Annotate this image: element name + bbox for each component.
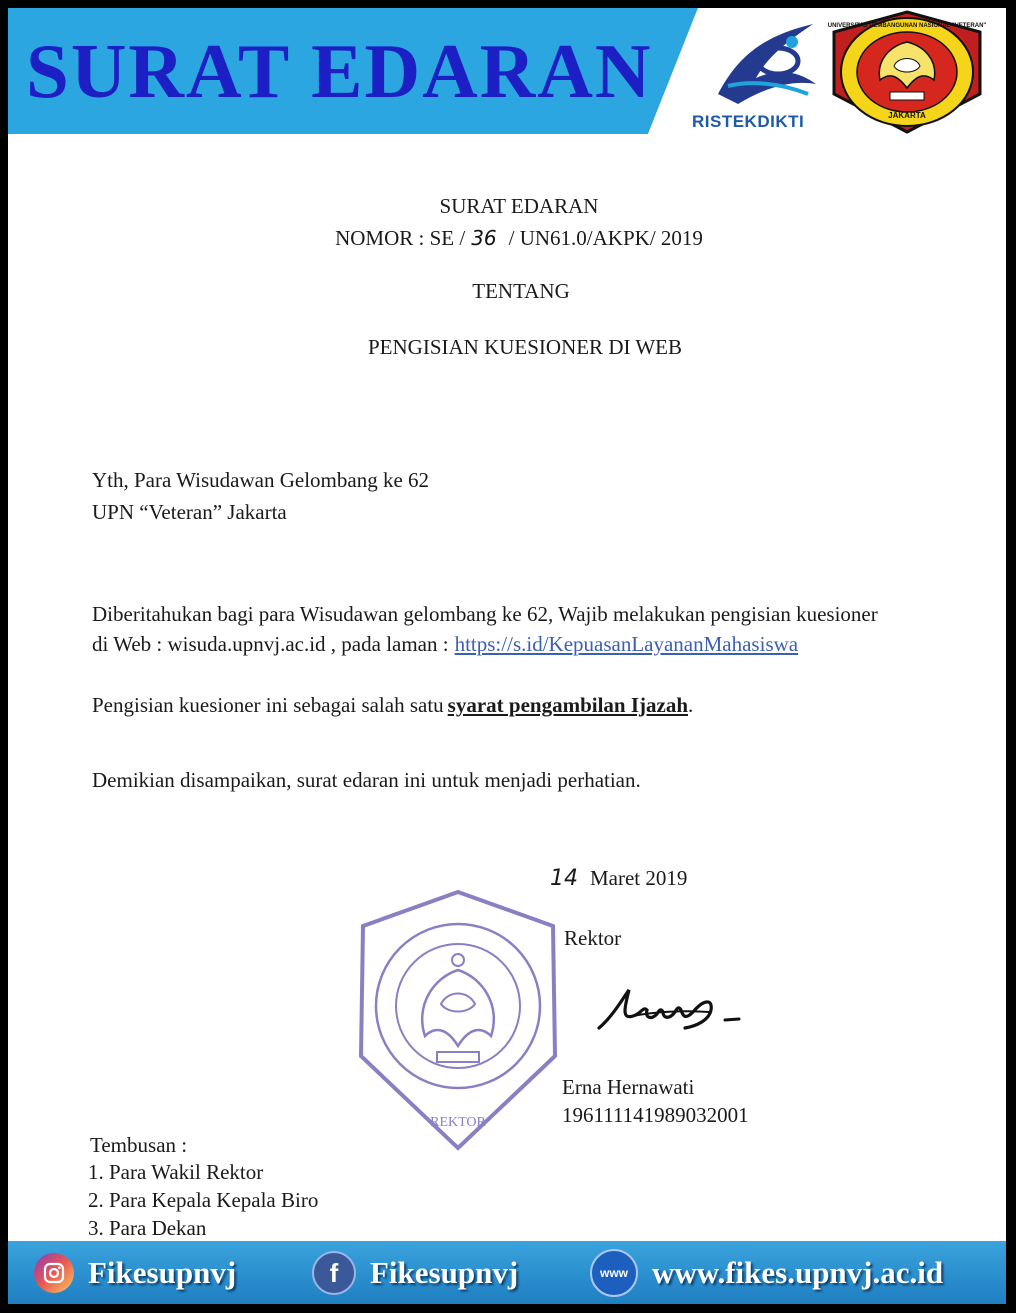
- official-stamp-icon: [353, 886, 563, 1156]
- letter-body: [8, 8, 1006, 1304]
- body-line-2: [92, 632, 798, 657]
- cc-item: 3. Para Dekan: [88, 1216, 207, 1240]
- requirement-suffix: .: [688, 693, 694, 717]
- recipient-line-1: Yth, Para Wisudawan Gelombang ke 62: [92, 468, 430, 492]
- facebook-handle: Fikesupnvj: [370, 1254, 519, 1290]
- cc-item: 2. Para Kepala Kepala Biro: [88, 1188, 319, 1212]
- instagram-link[interactable]: [34, 1241, 236, 1304]
- facebook-link[interactable]: [312, 1241, 518, 1304]
- globe-icon: [590, 1249, 638, 1297]
- document-frame: [8, 8, 1006, 1304]
- survey-link[interactable]: https://s.id/KepuasanLayananMahasiswa: [454, 632, 799, 656]
- signer-title: Rektor: [564, 926, 622, 950]
- signer-name: Erna Hernawati: [562, 1075, 695, 1099]
- svg-text:UNIVERSITAS PEMBANGUNAN NASION: UNIVERSITAS PEMBANGUNAN NASIONAL "VETERAN": [828, 23, 986, 29]
- letter-about: TENTANG: [472, 279, 570, 303]
- signer-nip: 196111141989032001: [562, 1103, 749, 1127]
- www-badge: www: [599, 1265, 628, 1280]
- facebook-icon: [312, 1251, 356, 1295]
- requirement-prefix: Pengisian kuesioner ini sebagai salah satu: [92, 693, 444, 717]
- facebook-badge: f: [329, 1257, 339, 1288]
- letter-subject: PENGISIAN KUESIONER DI WEB: [367, 335, 682, 359]
- banner-title: SURAT EDARAN: [26, 28, 653, 114]
- letter-date-handwritten: 14: [550, 866, 578, 891]
- website-url: www.fikes.upnvj.ac.id: [652, 1254, 944, 1290]
- letter-number-handwritten: 36: [471, 226, 497, 250]
- ristekdikti-label: RISTEKDIKTI: [692, 112, 805, 131]
- closing-paragraph: Demikian disampaikan, surat edaran ini untuk menjadi perhatian.: [92, 768, 641, 792]
- footer-bar: [8, 1241, 1006, 1304]
- body-line-1: Diberitahukan bagi para Wisudawan gelombang ke 62, Wajib melakukan pengisian kuesioner: [92, 602, 878, 626]
- requirement-paragraph: [92, 693, 693, 718]
- requirement-emphasis: syarat pengambilan Ijazah: [447, 693, 689, 717]
- stamp-label: REKTOR: [430, 1115, 486, 1130]
- letter-date-rest: Maret 2019: [590, 866, 688, 890]
- signature-icon: [593, 976, 753, 1046]
- instagram-handle: Fikesupnvj: [88, 1254, 237, 1290]
- instagram-icon: [34, 1253, 74, 1293]
- body-line-2-prefix: di Web : wisuda.upnvj.ac.id , pada laman :: [92, 632, 449, 656]
- letter-heading: SURAT EDARAN: [439, 194, 599, 218]
- letter-number-suffix: / UN61.0/AKPK/ 2019: [508, 226, 703, 250]
- letter-date: [550, 866, 687, 891]
- letter-number-prefix: NOMOR : SE /: [335, 226, 466, 250]
- svg-text:JAKARTA: JAKARTA: [888, 111, 926, 120]
- cc-title: Tembusan :: [90, 1133, 188, 1157]
- website-link[interactable]: [590, 1241, 943, 1304]
- letter-number: [20, 226, 1006, 251]
- recipient-line-2: UPN “Veteran” Jakarta: [92, 500, 287, 524]
- cc-item: 1. Para Wakil Rektor: [88, 1160, 264, 1184]
